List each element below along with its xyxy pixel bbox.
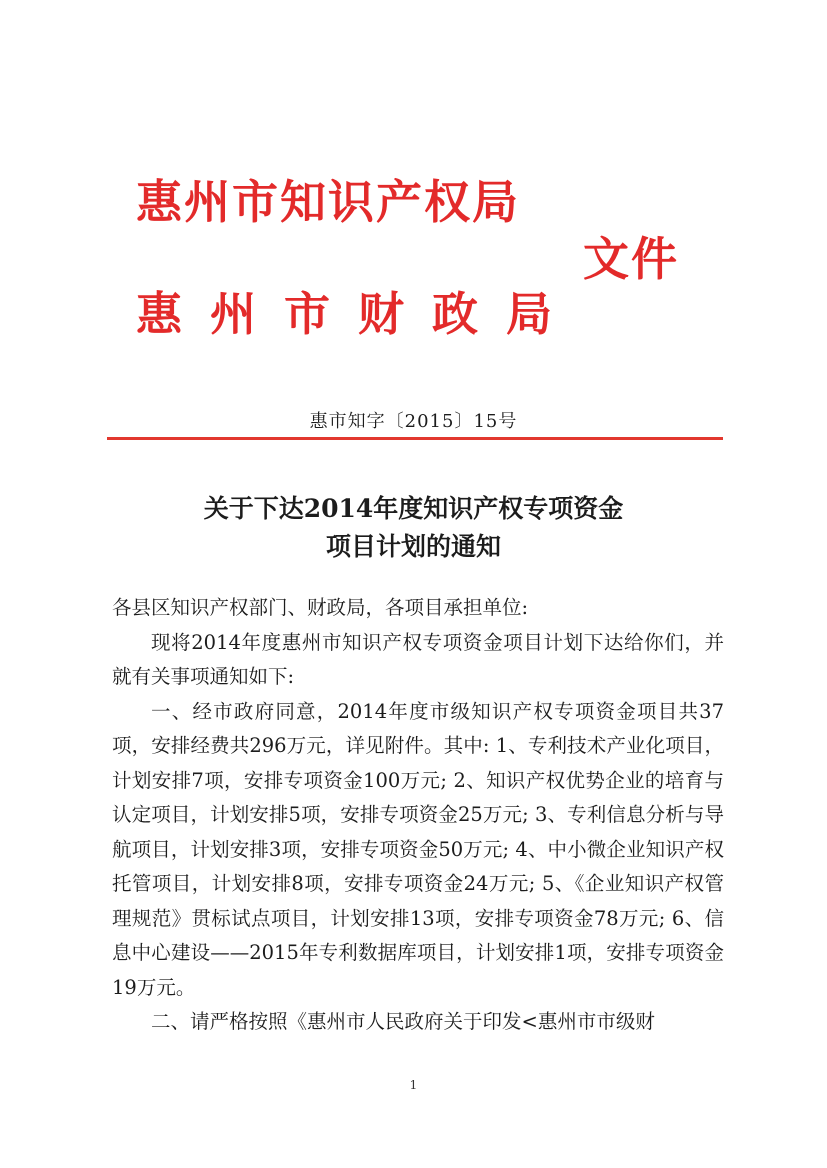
header-agency-finance-bureau: 惠州市财政局 [136,287,580,341]
title-line-1: 关于下达2014年度知识产权专项资金 [203,494,624,523]
body-paragraph-intro: 现将2014年度惠州市知识产权专项资金项目计划下达给你们，并就有关事项通知如下: [112,630,724,688]
salutation: 各县区知识产权部门、财政局，各项目承担单位: [112,596,529,619]
document-title [0,490,827,566]
page-number: 1 [409,1078,418,1092]
document-body [112,591,724,1040]
body-paragraph-item-one: 一、经市政府同意，2014年度市级知识产权专项资金项目共37项，安排经费共296万元，详见附件。其中: 1、专利技术产业化项目，计划安排7项，安排专项资金100万元; 2、知识产权优势企业的培育与认定项目，计划安排5项，安排专项资金25万元; 3、专利信息分析与导航项目，计划安排3项，安排专项资金50万元; 4、中小微企业知识产权托管项目，计划安排8项，安排专项资金24万元; 5、《企业知识产权管理规范》贯标试点项目，计划安排13项，安排专项资金78万元; 6、信息中心建设——2015年专利数据库项目，计划安排1项，安排专项资金19万元。 [112,699,724,999]
document-number: 惠市知字〔2015〕15号 [309,411,518,432]
body-paragraph-item-two: 二、请严格按照《惠州市人民政府关于印发<惠州市市级财 [151,1010,655,1033]
title-line-2: 项目计划的通知 [325,532,501,561]
header-document-suffix: 文件 [583,232,679,286]
red-divider-line [107,437,723,440]
header-agency-ip-bureau: 惠州市知识产权局 [136,175,520,229]
